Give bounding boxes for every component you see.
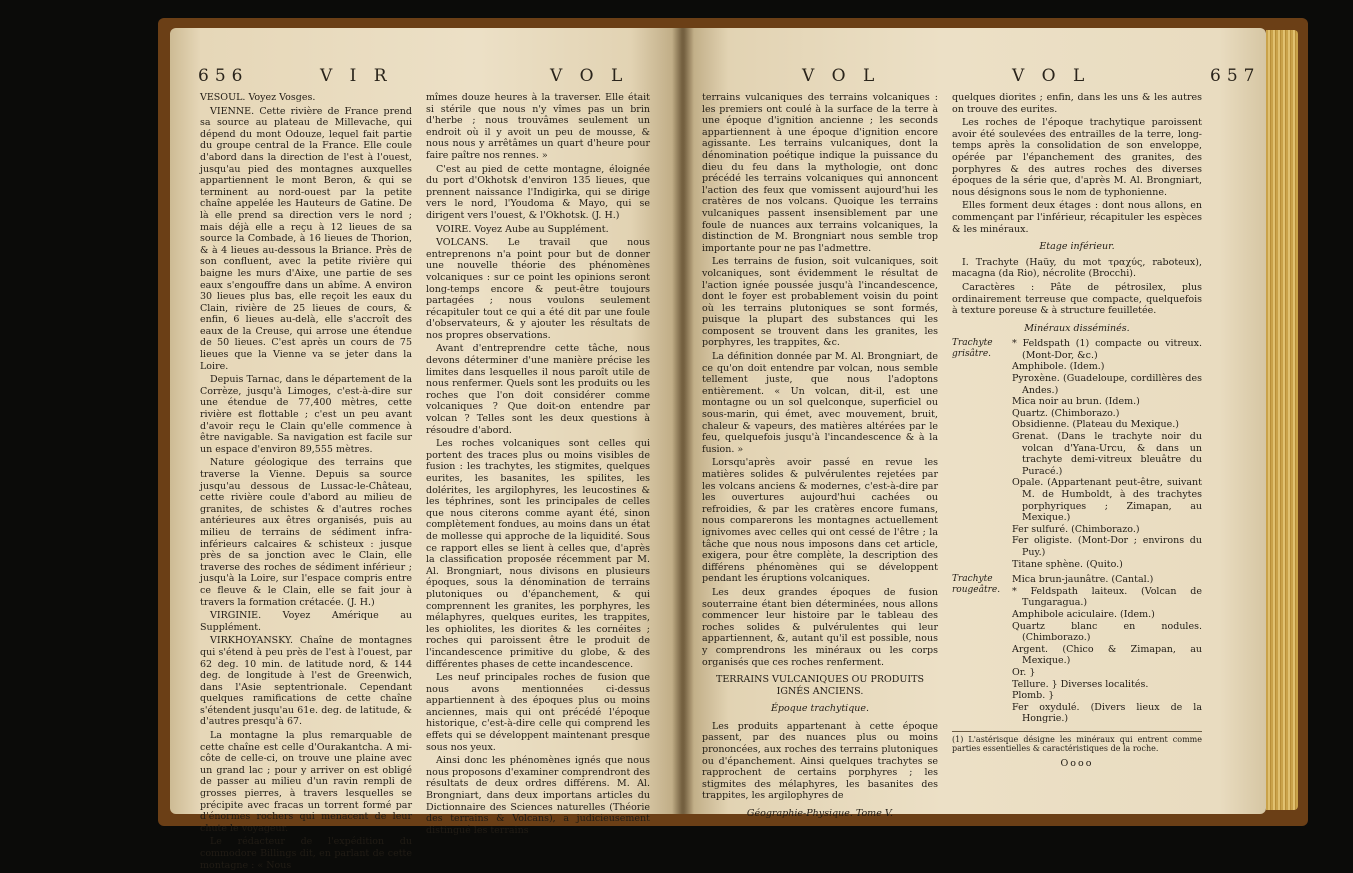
list-item: Pyroxène. (Guadeloupe, cordillères des Andes.) [1012, 373, 1202, 396]
paragraph: C'est au pied de cette montagne, éloignée du port d'Okhotsk d'environ 135 lieues, que prennent naissance l'Indigirka, qui se dirige vers le nord, l'Youdoma & Mayo, qui se dirigent vers l'ouest, & l'Okhotsk. (J. H.) [426, 163, 650, 221]
right-running-head-1: V O L [802, 66, 881, 86]
paragraph: Depuis Tarnac, dans le département de la Corrèze, jusqu'à Limoges, c'est-à-dire sur une étendue de 77,400 mètres, cette rivière est flottable ; c'est un peu avant d'avoir reçu le Clain qu'elle commence à être navigable. Sa navigation est facile sur un espace d'environ 89,555 mètres. [200, 374, 412, 455]
list-item: Tellure. } Diverses localités. [1012, 678, 1149, 690]
footnote: (1) L'astérisque désigne les minéraux qui entrent comme parties essentielles & caractéristiques de la roche. [952, 731, 1202, 754]
left-page [170, 28, 682, 871]
group-items [1012, 574, 1202, 725]
paragraph: Le rédacteur de l'expédition du commodore Billings dit, en parlant de cette montagne : « Nous [200, 836, 412, 871]
book-gutter [672, 28, 694, 814]
list-item: Argent. (Chico & Zimapan, au Mexique.) [1012, 643, 1202, 667]
paragraph: VOLCANS. Le travail que nous entreprenons n'a point pour but de donner une nouvelle théorie des phénomènes volcaniques : sur ce point les opinions seront long-temps encore & peut-être toujours partagées ; nous voulons seulement récapituler tout ce qui a été dit par une foule d'observateurs, & y ajouter les résultats de nos propres observations. [426, 237, 650, 341]
list-item: * Feldspath laiteux. (Volcan de Tungaragua.) [1012, 585, 1202, 609]
paragraph: Ainsi donc les phénomènes ignés que nous nous proposons d'examiner comprendront des résultats de deux ordres différens. M. Al. Brongniart, dans deux importans articles du Dictionnaire des Sciences naturelles (Théorie des terrains & Volcans), a judicieusement distingué les terrains [426, 755, 650, 836]
list-item: Fer oligiste. (Mont-Dor ; environs du Puy.) [1012, 535, 1202, 558]
group-items [1012, 338, 1202, 570]
paragraph: Lorsqu'après avoir passé en revue les matières solides & pulvérulentes rejetées par les volcans anciens & modernes, c'est-à-dire par les ouvertures aujourd'hui cachées ou refroidies, & par les cratères encore fumans, nous comparerons les montagnes actuellement ignivomes avec celles qui ont cessé de l'être ; la tâche que nous nous imposons dans cet article, exigera, pour être complète, la description des différens phénomènes qui se développent pendant les éruptions volcaniques. [702, 457, 938, 585]
paragraph: Nature géologique des terrains que traverse la Vienne. Depuis sa source jusqu'au dessous de Lussac-le-Château, cette rivière coule d'abord au milieu de granites, de schistes & d'autres roches antérieures aux êtres organisés, puis au milieu de terrains de sédiment infra-inférieurs calcaires & schisteux : jusque près de sa jonction avec le Clain, elle traverse des roches de sédiment inférieur ; jusqu'à la Loire, sur l'espace compris entre ce fleuve & le Clain, elle se fait jour à travers la formation crétacée. (J. H.) [200, 457, 412, 608]
list-item: Plomb. } [1012, 690, 1055, 702]
left-column-1 [200, 92, 412, 873]
right-running-head-2: V O L [1012, 66, 1091, 86]
list-item: Quartz blanc en nodules. (Chimborazo.) [1012, 620, 1202, 644]
paragraph: Avant d'entreprendre cette tâche, nous devons déterminer d'une manière précise les limites dans lesquelles il nous paroît utile de nous renfermer. Quels sont les produits ou les roches que l'on doit considérer comme volcaniques ? Que doit-on entendre par volcan ? Telles sont les deux questions à résoudre d'abord. [426, 343, 650, 436]
right-page-number: 657 [1210, 66, 1261, 86]
list-item: Fer oxydulé. (Divers lieux de la Hongrie.) [1012, 701, 1202, 725]
list-item: Amphibole aciculaire. (Idem.) [1012, 608, 1155, 620]
list-item: Mica noir au brun. (Idem.) [1012, 396, 1140, 408]
paragraph: Les neuf principales roches de fusion que nous avons mentionnées ci-dessus appartiennent à des époques plus ou moins anciennes, mais qui ont précédé l'époque historique, c'est-à-dire celle qui comprend les effets qui se développent maintenant presque sous nos yeux. [426, 672, 650, 753]
mineraux-heading: Minéraux disséminés. [1024, 322, 1130, 334]
paragraph: Les roches de l'époque trachytique paroissent avoir été soulevées des entrailles de la terre, long-temps après la consolidation de son enveloppe, opérée par l'épanchement des granites, des porphyres & des autres roches des diverses époques de la série que, d'après M. Al. Brongniart, nous désignons sous le nom de typhonienne. [952, 117, 1202, 198]
paragraph: Les roches volcaniques sont celles qui portent des traces plus ou moins visibles de fusion : les trachytes, les stigmites, quelques eurites, les basanites, les spilites, les dolérites, les argilophyres, les leucostines & les téphrines, sont les principales de celles que nous citerons comme ayant été, sinon complètement fondues, au moins dans un état de mollesse qui approche de la liquidité. Sous ce rapport elles se lient à celles que, d'après la classification proposée récemment par M. Al. Brongniart, nous divisons en plusieurs époques, sous la dénomination de terrains plutoniques ou d'épanchement, & qui comprennent les granites, les porphyres, les mélaphyres, quelques eurites, les trappites, les ophiolites, les diorites & les cornéites ; roches qui paroissent être le produit de l'incandescence primitive du globe, & des différentes phases de cette incandescence. [426, 438, 650, 670]
paragraph: VIRGINIE. Voyez Amérique au Supplément. [200, 610, 412, 633]
paragraph: Les terrains de fusion, soit vulcaniques, soit volcaniques, sont évidemment le résultat de l'action ignée poussée jusqu'à l'incandescence, dont le foyer est probablement voisin du point où les terrains plutoniques se sont formés, puisque la plupart des substances qui les composent se trouvent dans les granites, les porphyres, les trappites, &c. [702, 256, 938, 349]
mineral-group-grisatre [952, 338, 1202, 570]
gilt-page-edges [1266, 30, 1298, 810]
paragraph: Les produits appartenant à cette époque passent, par des nuances plus ou moins prononcées, aux roches des terrains plutoniques ou d'épanchement. Ainsi quelques trachytes se rapprochent de certains porphyres ; les stigmites des mélaphyres, les basanites des trappites, les argilophyres de [702, 720, 938, 802]
list-item: Obsidienne. (Plateau du Mexique.) [1012, 419, 1179, 431]
paragraph: La définition donnée par M. Al. Brongniart, de ce qu'on doit entendre par volcan, nous semble tellement juste, que nous l'adoptons entièrement. « Un volcan, dit-il, est une montagne ou un sol quelconque, superficiel ou sous-marin, qui émet, avec mouvement, bruit, chaleur & vapeurs, des matières altérées par le feu, quelquefois jusqu'à l'incandescence & à la fusion. » [702, 351, 938, 455]
left-page-number: 656 [198, 66, 249, 86]
right-page [682, 28, 1266, 820]
left-running-head-1: V I R [320, 66, 393, 86]
paragraph: VIRKHOYANSKY. Chaîne de montagnes qui s'étend à peu près de l'est à l'ouest, par 62 deg. 10 min. de latitude nord, & 144 deg. de longitude à l'est de Greenwich, dans l'Asie septentrionale. Cependant quelques ramifications de cette chaîne s'étendent jusqu'au 61e. deg. de latitude, & d'autres presqu'à 67. [200, 635, 412, 728]
paragraph: mîmes douze heures à la traverser. Elle était si stérile que nous n'y vîmes pas un brin d'herbe ; nous trouvâmes seulement un endroit où il y avoit un peu de mousse, & nous nous y arrêtâmes un quart d'heure pour faire paître nos rennes. » [426, 92, 650, 161]
paragraph: La montagne la plus remarquable de cette chaîne est celle d'Ourakantcha. A mi-côte de celle-ci, on trouve une plaine avec un grand lac ; pour y arriver on est obligé de passer au milieu d'un ravin rempli de grosses pierres, à travers lesquelles se précipite avec fracas un torrent formé par d'énormes rochers qui menacent de leur chute le voyageur. [200, 730, 412, 834]
paragraph: Elles forment deux étages : dont nous allons, en commençant par l'inférieur, récapituler les espèces & les minéraux. [952, 200, 1202, 235]
signature-mark: Oooo [1060, 757, 1094, 769]
list-item: Amphibole. (Idem.) [1012, 361, 1105, 373]
group-label: Trachyte grisâtre. [952, 338, 993, 360]
page-footer-title: Géographie-Physique. Tome V. [746, 808, 894, 820]
mineral-group-rougeatre [952, 574, 1202, 725]
paragraph: Les deux grandes époques de fusion souterraine étant bien déterminées, nous allons commencer leur histoire par le tableau des roches solides & pulvérulentes qui leur appartiennent, &, autant qu'il est possible, nous y comprendrons les minéraux ou les corps organisés que ces roches renferment. [702, 586, 938, 668]
list-item: Opale. (Appartenant peut-être, suivant M. de Humboldt, à des trachytes porphyriques ; Zimapan, au Mexique.) [1012, 477, 1202, 524]
list-item: Or. } [1012, 666, 1036, 678]
right-column-2 [952, 92, 1202, 769]
subsection-heading: Époque trachytique. [770, 703, 870, 715]
list-item: Fer sulfuré. (Chimborazo.) [1012, 523, 1140, 535]
mineral-list [952, 338, 1202, 725]
right-column-1 [702, 92, 938, 826]
list-item: Grenat. (Dans le trachyte noir du volcan d'Yana-Urcu, & dans un trachyte demi-vitreux bleuâtre du Puracé.) [1012, 431, 1202, 477]
section-heading: TERRAINS VULCANIQUES OU PRODUITS IGNÉS ANCIENS. [715, 674, 925, 697]
paragraph: terrains vulcaniques des terrains volcaniques : les premiers ont coulé à la surface de la terre à une époque d'ignition ancienne ; les seconds appartiennent à une époque d'ignition encore agissante. Les terrains vulcaniques, dont la dénomination poétique indique la puissance du dieu du feu dans la mythologie, ont donc précédé les terrains volcaniques qui annoncent l'action des feux que vomissent aujourd'hui les cratères de nos volcans. Quoique les terrains vulcaniques passent insensiblement par une foule de nuances aux terrains volcaniques, la distinction de M. Brongniart nous semble trop importante pour ne pas l'admettre. [702, 92, 938, 254]
paragraph: VOIRE. Voyez Aube au Supplément. [436, 223, 609, 235]
caracteres: Caractères : Pâte de pétrosilex, plus ordinairement terreuse que compacte, quelquefois à texture poreuse & à structure feuilletée. [952, 281, 1202, 317]
left-column-2 [426, 92, 650, 838]
paragraph: quelques diorites ; enfin, dans les uns & les autres on trouve des eurites. [952, 92, 1202, 115]
list-item: Mica brun-jaunâtre. (Cantal.) [1012, 574, 1154, 586]
list-item: Titane sphène. (Quito.) [1012, 558, 1123, 570]
left-running-head-2: V O L [550, 66, 629, 86]
etage-heading: Etage inférieur. [1039, 241, 1115, 253]
group-label: Trachyte rougeâtre. [952, 574, 1001, 596]
paragraph: VIENNE. Cette rivière de France prend sa source au plateau de Millevache, qui dépend du mont Odouze, lequel fait partie du groupe central de la France. Elle coule d'abord dans la direction de l'est à l'ouest, jusqu'au pied des montagnes auxquelles appartiennent le mont Beron, & qui se terminent au nord-ouest par la petite chaîne appelée les Hauteurs de Gatine. De là elle prend sa direction vers le nord ; mais déjà elle a reçu à 12 lieues de sa source la Combade, à 16 lieues de Thorion, & à 4 lieues au-dessous la Briance. Près de son confluent, avec la petite rivière qui baigne les murs d'Aixe, une partie de ses eaux s'engouffre dans un abîme. A environ 30 lieues plus bas, elle reçoit les eaux du Clain, rivière de 25 lieues de cours, & enfin, 6 lieues au-delà, elle s'accroît des eaux de la Creuse, qui arrose une étendue de 50 lieues. C'est après un cours de 75 lieues que la Vienne va se jeter dans la Loire. [200, 105, 412, 372]
list-item: * Feldspath (1) compacte ou vitreux. (Mont-Dor, &c.) [1012, 338, 1202, 361]
paragraph: VESOUL. Voyez Vosges. [200, 92, 316, 103]
trachyte-definition: I. Trachyte (Haüy, du mot τραχύς, raboteux), macagna (da Rio), nécrolite (Brocchi). [952, 256, 1202, 280]
list-item: Quartz. (Chimborazo.) [1012, 407, 1120, 419]
